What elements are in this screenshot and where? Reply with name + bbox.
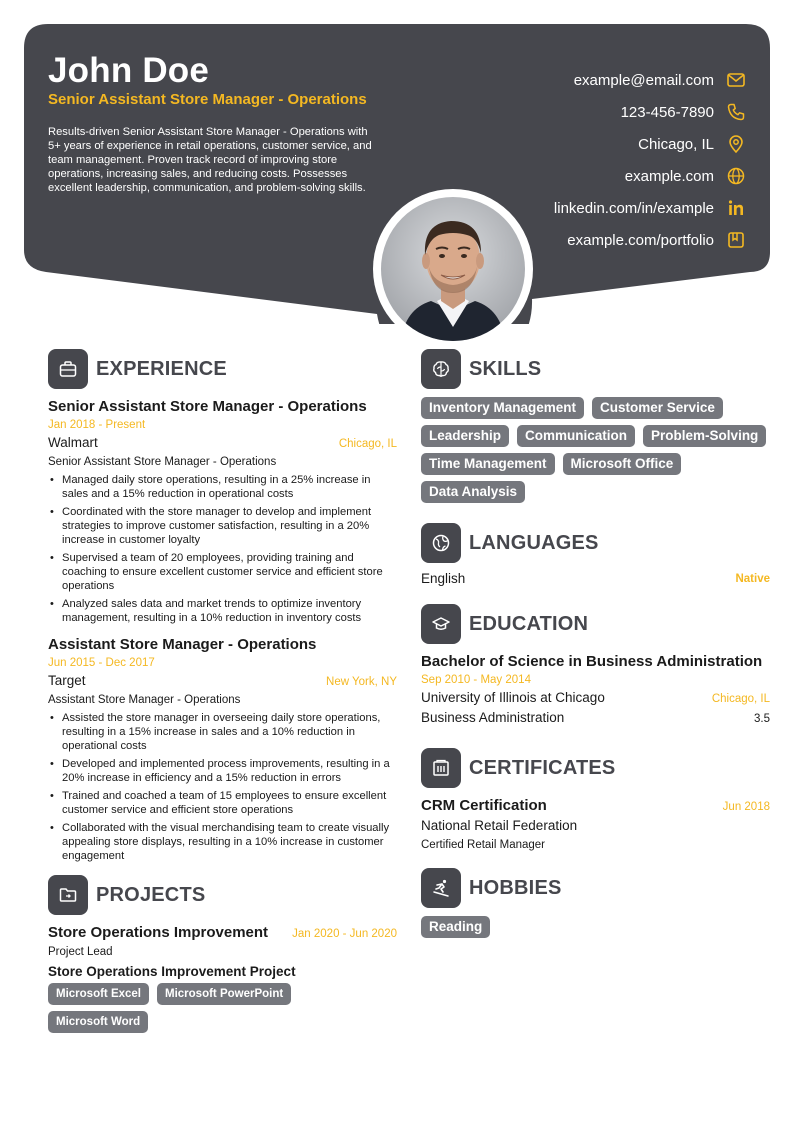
job-title: Assistant Store Manager - Operations (48, 636, 317, 653)
skills-title: SKILLS (469, 357, 542, 380)
certificate-description: Certified Retail Manager (421, 839, 546, 851)
hobbies-title: HOBBIES (469, 876, 562, 899)
contact-phone-text[interactable]: 123-456-7890 (620, 103, 714, 121)
language-level: Native (735, 572, 770, 585)
experience-title: EXPERIENCE (96, 357, 227, 380)
education-gpa: 3.5 (754, 713, 770, 725)
job-entry (48, 397, 397, 625)
skills-tags (421, 397, 770, 503)
contact-portfolio[interactable] (554, 224, 746, 256)
institution-icon (421, 748, 461, 788)
certificates-heading (421, 748, 770, 788)
job-title: Senior Assistant Store Manager - Operations (48, 398, 367, 415)
education-field: Business Administration (421, 710, 565, 725)
education-location: Chicago, IL (711, 693, 770, 705)
candidate-title: Senior Assistant Store Manager - Operations (48, 91, 367, 108)
job-role: Senior Assistant Store Manager - Operations (48, 456, 277, 468)
contact-phone[interactable] (554, 96, 746, 128)
project-role: Project Lead (48, 946, 113, 958)
languages-title: LANGUAGES (469, 531, 599, 554)
skills-section (421, 349, 770, 503)
certificates-section (421, 748, 770, 854)
job-company: Target (48, 673, 86, 688)
left-column (48, 349, 397, 1043)
job-date: Jan 2018 - Present (48, 419, 146, 431)
profile-photo (373, 189, 533, 349)
job-bullet: • Supervised a team of 20 employees, providing training and coaching to ensure excellent customer service and efficient store operations (48, 551, 397, 593)
skills-heading (421, 349, 770, 389)
education-heading (421, 604, 770, 644)
skill-tag: Leadership (421, 425, 509, 447)
project-name: Store Operations Improvement (48, 924, 269, 941)
contact-list (554, 64, 746, 256)
skill-tag: Communication (517, 425, 635, 447)
contact-location-text: Chicago, IL (638, 135, 714, 153)
education-date: Sep 2010 - May 2014 (421, 674, 531, 686)
contact-portfolio-text[interactable]: example.com/portfolio (567, 231, 714, 249)
experience-heading (48, 349, 397, 389)
contact-linkedin[interactable] (554, 192, 746, 224)
hobbies-section (421, 868, 770, 938)
job-company: Walmart (48, 435, 98, 450)
mail-icon (726, 70, 746, 90)
languages-section (421, 523, 770, 586)
job-entry (48, 635, 397, 863)
job-location: Chicago, IL (338, 438, 397, 450)
skill-tag: Time Management (421, 453, 555, 475)
skill-tag: Microsoft Office (563, 453, 682, 475)
summary-text: Results-driven Senior Assistant Store Manager - Operations with 5+ years of experience in retail operations, customer service, and team management. Proven track record of improving store operations, increasing sales, and reducing costs. Possesses excellent leadership, communication, and problem-solving skills. (48, 126, 372, 194)
candidate-name: John Doe (48, 51, 210, 90)
education-section (421, 604, 770, 728)
projects-heading (48, 875, 397, 915)
project-description: Store Operations Improvement Project (48, 964, 296, 979)
project-entry (48, 923, 397, 1033)
hobby-tag: Reading (421, 916, 490, 938)
certificate-name: CRM Certification (421, 797, 547, 814)
skill-tag: Problem-Solving (643, 425, 766, 447)
job-bullet: • Managed daily store operations, resulting in a 25% increase in sales and a 15% reduction in operational costs (48, 473, 397, 501)
job-bullet: • Coordinated with the store manager to develop and implement strategies to improve customer satisfaction, resulting in a 20% increase in customer loyalty (48, 505, 397, 547)
job-bullet: • Developed and implemented process improvements, resulting in a 20% increase in efficiency and a 15% reduction in errors (48, 757, 397, 785)
language-row (421, 571, 770, 586)
job-bullet: • Assisted the store manager in overseeing daily store operations, resulting in a 15% increase in sales and a 10% reduction in operational costs (48, 711, 397, 753)
bookmark-icon (726, 230, 746, 250)
linkedin-icon (726, 198, 746, 218)
job-bullet: • Collaborated with the visual merchandising team to create visually appealing store displays, resulting in a 10% increase in customer engagement (48, 821, 397, 863)
certificates-title: CERTIFICATES (469, 756, 616, 779)
projects-title: PROJECTS (96, 883, 206, 906)
certificate-issuer: National Retail Federation (421, 818, 578, 833)
education-school: University of Illinois at Chicago (421, 690, 605, 705)
project-tool-tag: Microsoft PowerPoint (157, 983, 291, 1005)
folder-icon (48, 875, 88, 915)
phone-icon (726, 102, 746, 122)
language-globe-icon (421, 523, 461, 563)
job-date: Jun 2015 - Dec 2017 (48, 657, 155, 669)
languages-heading (421, 523, 770, 563)
language-name: English (421, 571, 466, 586)
education-title: EDUCATION (469, 612, 589, 635)
job-role: Assistant Store Manager - Operations (48, 694, 241, 706)
job-bullet: • Trained and coached a team of 15 employees to ensure excellent customer service and efficient store operations (48, 789, 397, 817)
contact-website[interactable] (554, 160, 746, 192)
hobbies-tags (421, 916, 770, 938)
skill-tag: Inventory Management (421, 397, 584, 419)
job-bullet: • Analyzed sales data and market trends to optimize inventory management, resulting in a 10% reduction in inventory costs (48, 597, 397, 625)
project-date: Jan 2020 - Jun 2020 (292, 928, 397, 940)
project-tools (48, 983, 397, 1033)
job-bullets (48, 473, 397, 625)
contact-email-text[interactable]: example@email.com (573, 71, 714, 89)
graduation-cap-icon (421, 604, 461, 644)
contact-email[interactable] (554, 64, 746, 96)
project-tool-tag: Microsoft Word (48, 1011, 148, 1033)
globe-icon (726, 166, 746, 186)
hobbies-heading (421, 868, 770, 908)
briefcase-icon (48, 349, 88, 389)
brain-icon (421, 349, 461, 389)
contact-location (554, 128, 746, 160)
location-pin-icon (726, 134, 746, 154)
skier-icon (421, 868, 461, 908)
certificate-date: Jun 2018 (722, 801, 770, 813)
avatar (381, 197, 525, 341)
project-tool-tag: Microsoft Excel (48, 983, 149, 1005)
job-bullets (48, 711, 397, 863)
skill-tag: Customer Service (592, 397, 723, 419)
skill-tag: Data Analysis (421, 481, 525, 503)
right-column (421, 349, 770, 952)
job-location: New York, NY (326, 676, 397, 688)
education-degree: Bachelor of Science in Business Administration (421, 653, 763, 670)
contact-linkedin-text[interactable]: linkedin.com/in/example (553, 199, 714, 217)
contact-website-text[interactable]: example.com (624, 167, 714, 185)
